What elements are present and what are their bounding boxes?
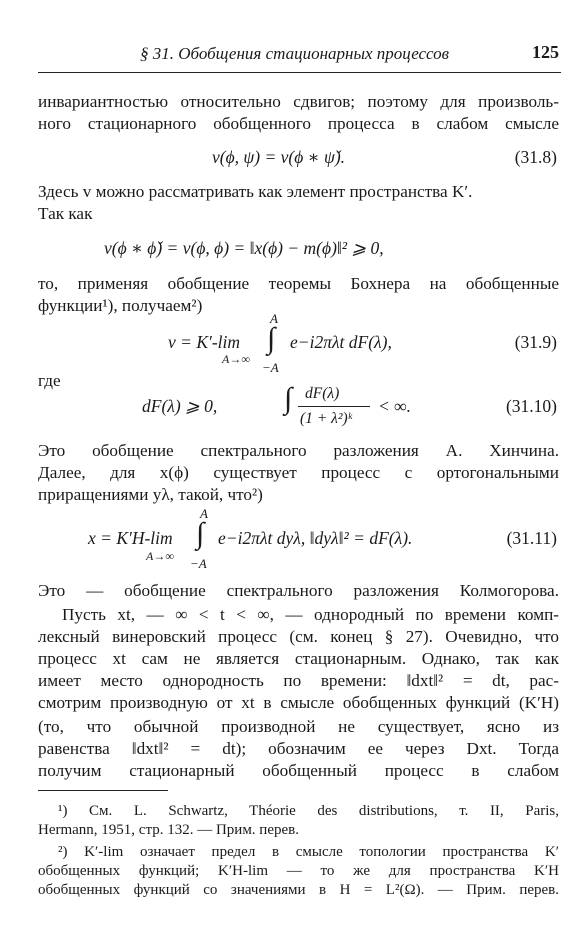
integral-sign: ∫ [196, 517, 205, 550]
equation-31-10-right: < ∞. [378, 396, 412, 416]
footnote-line: ²) K′-lim означает предел в смысле топологии пространства K′ [58, 844, 559, 860]
limit-subscript: A→∞ [146, 549, 174, 563]
equation-number: (31.9) [514, 332, 557, 352]
equation-31-11-right: e−i2πλt dyλ, ‖dyλ‖² = dF(λ). [218, 528, 413, 548]
integral-upper: A [270, 311, 278, 326]
integral-lower: −A [262, 360, 279, 375]
footnote-line: обобщенных функций; K′H-lim — то же для пространства K′H [38, 863, 559, 879]
text-line: ного стационарного обобщенного процесса в слабом смысле [38, 114, 559, 133]
footnote-rule [38, 790, 168, 791]
integral-upper: A [200, 506, 208, 521]
text-line: приращениями yλ, такой, что²) [38, 485, 263, 504]
equation-31-9-right: e−i2πλt dF(λ), [290, 332, 392, 352]
fraction-bar [298, 406, 370, 407]
equation-31-10-left: dF(λ) ⩾ 0, [142, 396, 218, 416]
equation-31-8: v(ϕ, ψ) = v(ϕ ∗ ψ̌). [212, 147, 346, 167]
text-line: лексный винеровский процесс (см. конец § 27). Очевидно, что [38, 627, 559, 646]
text-line: получим стационарный обобщенный процесс в слабом [38, 761, 559, 780]
text-line: процесс xt сам не является стационарным. Однако, так как [38, 649, 559, 668]
footnote-line: ¹) См. L. Schwartz, Théorie des distributions, т. II, Paris, [58, 803, 559, 819]
text-line: имеет место однородность по времени: ‖dxt‖² = dt, рас- [38, 671, 559, 690]
text-line: то, применяя обобщение теоремы Бохнера на обобщенные [38, 274, 559, 293]
text-line: инвариантностью относительно сдвигов; поэтому для произволь- [38, 92, 559, 111]
text-line: Это обобщение спектрального разложения А. Хинчина. [38, 441, 559, 460]
integral-lower: −A [190, 556, 207, 571]
text-line: Здесь v можно рассматривать как элемент пространства K′. [38, 182, 473, 201]
equation-number: (31.8) [514, 147, 557, 167]
text-line: Далее, для x(ϕ) существует процесс с ортогональными [38, 463, 559, 482]
text-line: Это — обобщение спектрального разложения Колмогорова. [38, 581, 559, 600]
page-number: 125 [532, 42, 559, 62]
header-title: § 31. Обобщения стационарных процессов [140, 44, 450, 63]
text-line: Пусть xt, — ∞ < t < ∞, — однородный по времени комп- [62, 605, 559, 624]
text-line: где [38, 371, 61, 390]
footnote-line: обобщенных функций со значениями в H = L²(Ω). — Прим. перев. [38, 882, 559, 898]
limit-subscript: A→∞ [222, 352, 250, 366]
header-rule [38, 72, 561, 73]
text-line: функции¹), получаем²) [38, 296, 203, 315]
fraction-denominator: (1 + λ²)ᵏ [300, 410, 353, 427]
equation-number: (31.11) [506, 528, 557, 548]
text-line: равенства ‖dxt‖² = dt); обозначим ее через Dxt. Тогда [38, 739, 559, 758]
equation-31-9-left: v = K′-lim [168, 332, 241, 352]
text-line: смотрим производную от xt в смысле обобщенных функций (K′H) [38, 693, 559, 712]
equation-positivity: v(ϕ ∗ ϕ̌) = v(ϕ, ϕ) = ‖x(ϕ) − m(ϕ)‖² ⩾ 0, [104, 238, 384, 258]
equation-31-11-left: x = K′H-lim [88, 528, 173, 548]
integral-sign: ∫ [267, 322, 276, 355]
footnote-line: Hermann, 1951, стр. 132. — Прим. перев. [38, 822, 299, 838]
integral-sign: ∫ [284, 382, 293, 415]
text-line: (то, что обычной производной не существует, ясно из [38, 717, 559, 736]
fraction-numerator: dF(λ) [305, 385, 340, 402]
equation-number: (31.10) [505, 396, 557, 416]
text-line: Так как [38, 204, 93, 223]
